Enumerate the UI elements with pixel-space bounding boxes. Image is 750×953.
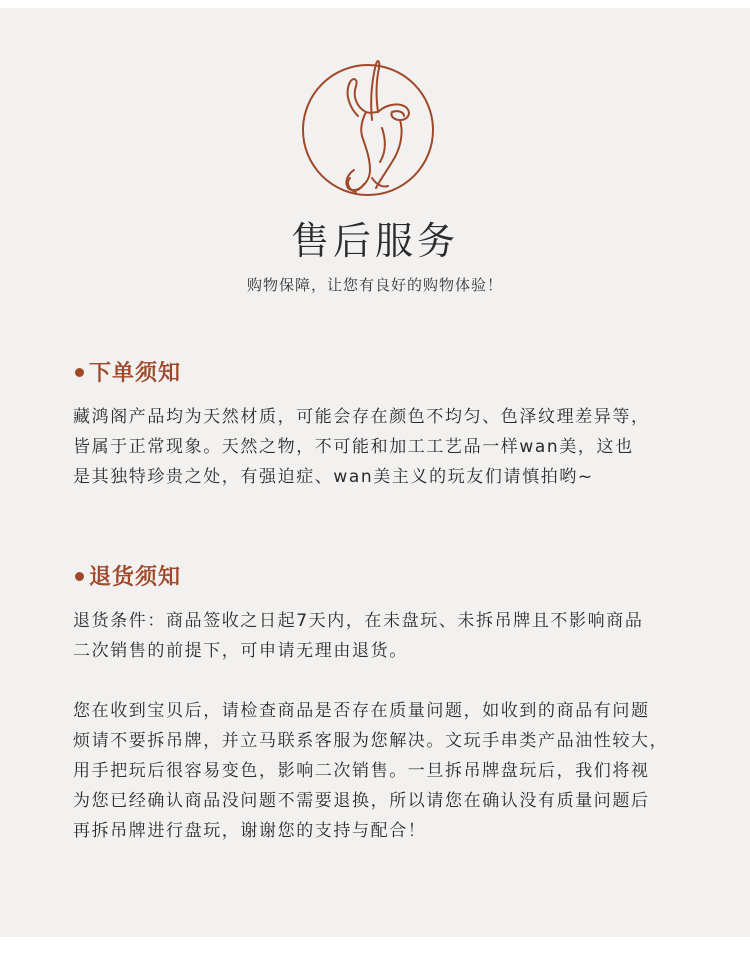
- paragraph-line: 再拆吊牌进行盘玩，谢谢您的支持与配合！: [73, 821, 427, 841]
- paragraph-line: 退货条件：商品签收之日起7天内，在未盘玩、未拆吊牌且不影响商品: [73, 611, 644, 631]
- bullet-dot-icon: [75, 572, 84, 581]
- paragraph-line: 藏鸿阁产品均为天然材质，可能会存在颜色不均匀、色泽纹理差异等，: [73, 407, 650, 427]
- paragraph-line: 是其独特珍贵之处，有强迫症、wan美主义的玩友们请慎拍哟~: [73, 467, 594, 487]
- section-heading-return-notice: [75, 560, 181, 591]
- paragraph-line: 您在收到宝贝后，请检查商品是否存在质量问题，如收到的商品有问题: [73, 701, 650, 721]
- paragraph-line: 用手把玩后很容易变色，影响二次销售。一旦拆吊牌盘玩后，我们将视: [73, 761, 650, 781]
- paragraph-line: 烦请不要拆吊牌，并立马联系客服为您解决。文玩手串类产品油性较大，: [73, 731, 669, 751]
- page-subtitle: 购物保障，让您有良好的购物体验！: [246, 276, 503, 294]
- paragraph-line: 为您已经确认商品没问题不需要退换，所以请您在确认没有质量问题后: [73, 791, 650, 811]
- section-heading-label: 下单须知: [89, 361, 182, 386]
- paragraph-return-details: [73, 696, 713, 846]
- paragraph-order-notice: [73, 402, 713, 492]
- paragraph-line: 二次销售的前提下，可申请无理由退货。: [73, 641, 408, 661]
- paragraph-return-conditions: [73, 606, 713, 666]
- section-heading-label: 退货须知: [89, 565, 182, 590]
- bullet-dot-icon: [75, 368, 84, 377]
- mudra-hand-icon: [300, 50, 436, 200]
- page-title: 售后服务: [290, 219, 459, 263]
- paragraph-line: 皆属于正常现象。天然之物，不可能和加工工艺品一样wan美，这也: [73, 437, 634, 457]
- section-heading-order-notice: [75, 356, 181, 387]
